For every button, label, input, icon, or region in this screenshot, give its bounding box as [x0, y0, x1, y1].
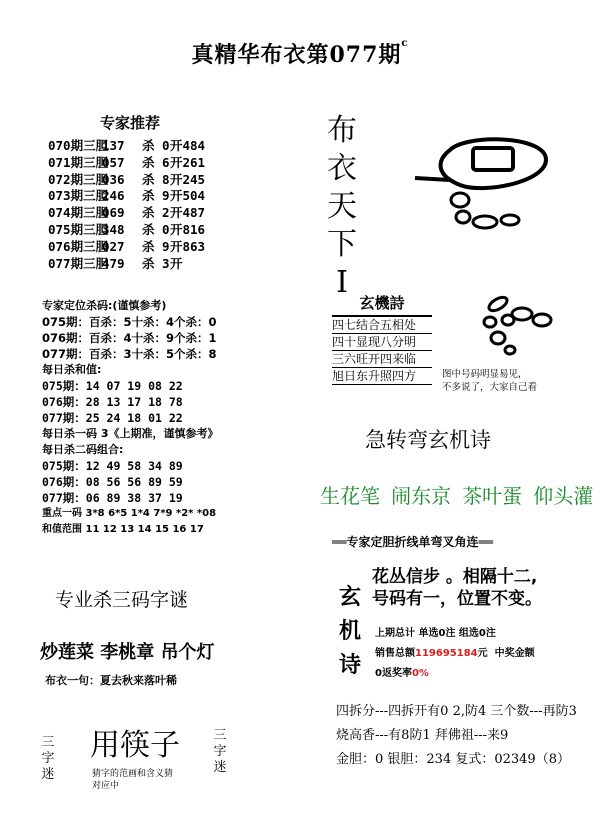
- pick-kill: 杀 0: [142, 138, 170, 153]
- hint-text: 图中号码明显易见, 不多说了，大家自己看: [442, 369, 538, 393]
- kill-sum-row: 075期：14 07 19 08 22: [42, 379, 183, 393]
- pick-issue: 073期三胆: [48, 188, 109, 204]
- pick-issue: 074期三胆: [48, 205, 109, 221]
- coin-drawing: [405, 120, 585, 240]
- pick-kill: 杀 6: [142, 154, 170, 170]
- focus-row: 重点一码 3*8 6*5 1*4 7*9 *2* *08: [42, 508, 217, 519]
- bottom-summary: 四拆分---四拆开有0 2,防4 三个数---再防3 烧高香---有8防1 拜佛祖---来9 金胆：0 银胆：234 复式：02349（8）: [336, 704, 577, 767]
- stats-line: 上期总计 单选0注 组选0注: [375, 628, 496, 639]
- xuanji-riddle: 花丛信步 。相隔十二, 号码有一，位置不变。: [372, 567, 542, 609]
- pick-kill: 杀 0: [142, 221, 170, 237]
- pick-open: 开245: [170, 171, 206, 187]
- kill-pos-row: 076期：百杀：4十杀：9个杀：1: [42, 331, 217, 345]
- pick-nums: 027: [102, 238, 125, 254]
- kill-section: [42, 298, 218, 538]
- buyi-vertical-title: 布 衣 天 下 I: [327, 113, 357, 300]
- kill-pos-row: 077期：百杀：3十杀：5个杀：8: [42, 347, 217, 361]
- expert-pick-row: [48, 154, 206, 172]
- expert-pick-row: [48, 238, 206, 256]
- page-title: 真精华布衣第077期$^c$: [191, 38, 409, 68]
- pick-nums: 246: [102, 188, 125, 204]
- kill-pair-heading: 每日杀二码组合:: [42, 443, 124, 456]
- riddle3-line: 布衣一句：夏去秋来落叶稀: [45, 674, 177, 687]
- chopsticks-note: 猜字的范画和含义猜 对应中: [92, 769, 174, 791]
- turn-title: 急转弯玄机诗: [365, 428, 491, 452]
- kill-one-heading: 每日杀一码 3《上期准，谨慎参考》: [42, 427, 219, 440]
- pick-nums: 137: [102, 138, 125, 153]
- kill-sum-row: 076期：28 13 17 18 78: [42, 395, 183, 409]
- pick-open: 开: [170, 255, 183, 271]
- pick-nums: 348: [102, 221, 125, 237]
- pick-open: 开487: [170, 205, 206, 221]
- pick-issue: 077期三胆: [48, 255, 109, 271]
- pick-kill: 杀 2: [142, 205, 170, 221]
- expert-pick-row: [48, 256, 198, 273]
- range-row: 和值范围 11 12 13 14 15 16 17: [42, 524, 204, 535]
- pick-open: 开261: [170, 154, 206, 170]
- pick-issue: 075期三胆: [48, 221, 109, 237]
- poem-title: 玄機詩: [332, 292, 432, 317]
- expert-title: 专家推荐: [100, 114, 161, 132]
- pick-issue: 071期三胆: [48, 154, 109, 170]
- kill-sum-row: 077期：25 24 18 01 22: [42, 411, 183, 425]
- expert-pick-row: [48, 138, 206, 155]
- expert-picks-table: [48, 138, 206, 272]
- kill-pair-row: 075期：12 49 58 34 89: [42, 459, 183, 473]
- pick-kill: 杀 3: [142, 255, 170, 271]
- pick-kill: 杀 9: [142, 238, 170, 254]
- beads-drawing: [470, 292, 560, 362]
- pick-open: 开863: [170, 238, 206, 254]
- kill-pair-row: 077期：06 89 38 37 19: [42, 491, 183, 505]
- expert-divider: ══专家定胆折线单弯叉角连══: [332, 535, 493, 549]
- pick-nums: 036: [102, 171, 125, 187]
- poem-line: 三六旺开四来临: [332, 351, 432, 368]
- sales-line: 销售总额119695184元 中奖金额: [375, 648, 535, 659]
- expert-pick-row: [48, 221, 206, 239]
- riddle3-title: 专业杀三码字谜: [55, 589, 189, 611]
- pick-nums: 479: [102, 255, 125, 271]
- left-puzzle-label: 三 字 迷: [41, 735, 55, 782]
- xuanji-side-title: 玄 机 诗: [338, 584, 361, 678]
- pick-open: 开816: [170, 221, 206, 237]
- kill-pair-row: 076期：08 56 56 89 59: [42, 475, 183, 489]
- riddle3-words: 炒莲菜 李桃章 吊个灯: [40, 642, 215, 663]
- pick-kill: 杀 8: [142, 171, 170, 187]
- pick-open: 开504: [170, 188, 206, 204]
- pick-issue: 072期三胆: [48, 171, 109, 187]
- kill-pos-heading: 专家定位杀码:(谨慎参考): [42, 299, 167, 312]
- chopsticks-text: 用筷子: [90, 728, 180, 763]
- poem-line: 四十显现八分明: [332, 334, 432, 351]
- pick-open: 开484: [170, 138, 206, 153]
- pick-nums: 057: [102, 154, 125, 170]
- right-puzzle-label: 三 字 迷: [213, 728, 227, 775]
- expert-pick-row: [48, 171, 206, 189]
- xuanji-poem-box: [332, 292, 432, 385]
- pick-issue: 070期三胆: [48, 138, 109, 153]
- expert-pick-row: [48, 205, 206, 222]
- pick-kill: 杀 9: [142, 188, 170, 204]
- poem-line: 四七结合五相处: [332, 317, 432, 334]
- poem-line: 旭日东升照四方: [332, 368, 432, 385]
- expert-pick-row: [48, 188, 206, 205]
- pick-nums: 069: [102, 205, 125, 221]
- pick-issue: 076期三胆: [48, 238, 109, 254]
- kill-pos-row: 075期：百杀：5十杀：4个杀：0: [42, 315, 217, 329]
- rate-line: 0返奖率0%: [375, 668, 429, 679]
- kill-sum-heading: 每日杀和值:: [42, 363, 102, 376]
- turn-words: 生花笔 闹东京 茶叶蛋 仰头灌: [320, 484, 594, 508]
